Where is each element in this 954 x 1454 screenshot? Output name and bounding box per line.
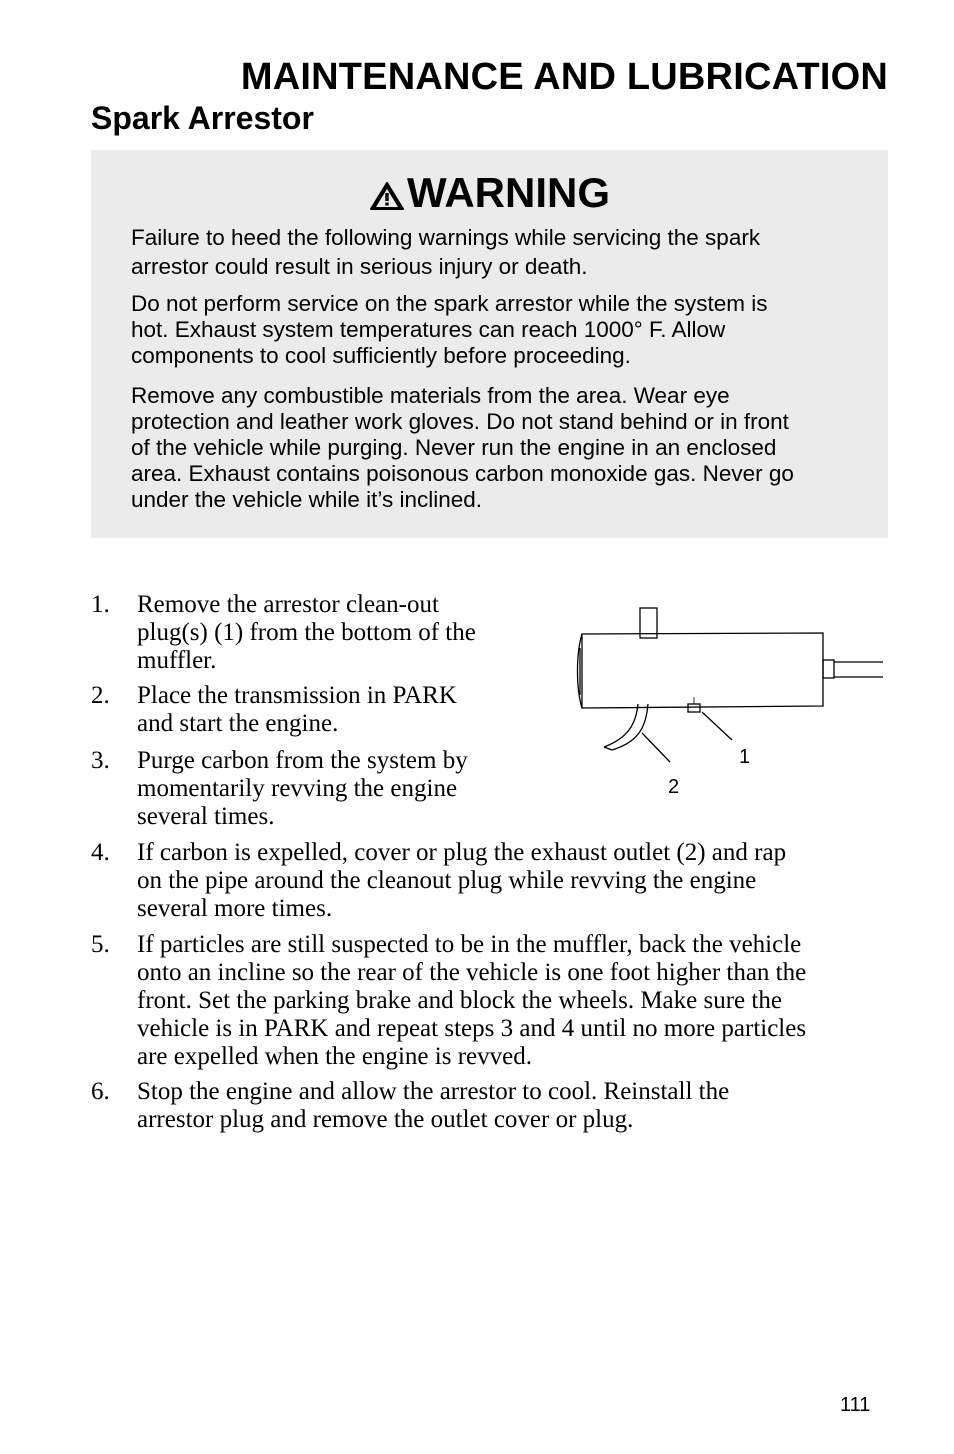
step-number: 5.: [91, 931, 110, 958]
callout-label-1: 1: [739, 746, 751, 768]
step-line: momentarily revving the engine: [137, 775, 458, 802]
warning-line: arrestor could result in serious injury or death.: [131, 254, 588, 279]
step-line: If carbon is expelled, cover or plug the exhaust outlet (2) and rap: [137, 839, 787, 866]
step-text: [137, 931, 907, 1071]
warning-line: under the vehicle while it’s inclined.: [131, 487, 483, 512]
step-text: [137, 591, 537, 675]
step-line: Place the transmission in PARK: [137, 682, 457, 709]
step-text: [137, 682, 537, 738]
step-line: vehicle is in PARK and repeat steps 3 and 4 until no more particles: [137, 1015, 807, 1042]
warning-line: Do not perform service on the spark arrestor while the system is: [131, 291, 768, 316]
callout-line-2: [642, 733, 670, 762]
muffler-outlet-pipe: [823, 660, 834, 678]
step-line: Purge carbon from the system by: [137, 747, 468, 774]
subsection-title: Spark Arrestor: [91, 100, 314, 136]
warning-box: [91, 150, 888, 538]
warning-line: components to cool sufficiently before proceeding.: [131, 343, 631, 368]
callout-line-1: [702, 712, 732, 740]
step-line: several more times.: [137, 895, 333, 922]
step-line: front. Set the parking brake and block the wheels. Make sure the: [137, 987, 782, 1014]
exhaust-outlet: [604, 704, 638, 747]
step-line: several times.: [137, 803, 275, 830]
step-text: [137, 747, 537, 831]
step-number: 1.: [91, 591, 110, 618]
warning-triangle-icon: [369, 181, 405, 211]
step-line: arrestor plug and remove the outlet cover or plug.: [137, 1106, 634, 1133]
step-line: plug(s) (1) from the bottom of the: [137, 619, 476, 646]
step-line: If particles are still suspected to be in the muffler, back the vehicle: [137, 931, 802, 958]
section-title: MAINTENANCE AND LUBRICATION: [240, 56, 888, 98]
cleanout-plug: [688, 704, 700, 712]
warning-paragraph: [131, 223, 888, 281]
muffler-body: [582, 633, 823, 708]
step-line: are expelled when the engine is revved.: [137, 1043, 532, 1070]
step-line: Stop the engine and allow the arrestor to cool. Reinstall the: [137, 1078, 730, 1105]
step-number: 2.: [91, 682, 110, 709]
step-line: and start the engine.: [137, 710, 339, 737]
step-line: on the pipe around the cleanout plug while revving the engine: [137, 867, 757, 894]
warning-paragraph: [131, 291, 888, 369]
warning-line: area. Exhaust contains poisonous carbon monoxide gas. Never go: [131, 461, 794, 486]
step-text: [137, 1078, 897, 1134]
warning-line: hot. Exhaust system temperatures can reach 1000° F. Allow: [131, 317, 726, 342]
step-line: Remove the arrestor clean-out: [137, 591, 439, 618]
warning-paragraph: [131, 383, 888, 513]
step-text: [137, 839, 897, 923]
step-number: 6.: [91, 1078, 110, 1105]
warning-line: of the vehicle while purging. Never run the engine in an enclosed: [131, 435, 777, 460]
page-number: 111: [840, 1394, 871, 1416]
step-number: 4.: [91, 839, 110, 866]
step-number: 3.: [91, 747, 110, 774]
step-line: onto an incline so the rear of the vehicle is one foot higher than the: [137, 959, 807, 986]
callout-label-2: 2: [668, 776, 680, 798]
warning-heading-text: WARNING: [407, 169, 610, 216]
warning-line: Remove any combustible materials from the area. Wear eye: [131, 383, 730, 408]
step-line: muffler.: [137, 647, 217, 674]
warning-line: Failure to heed the following warnings while servicing the spark: [131, 225, 761, 250]
muffler-diagram: [570, 600, 890, 810]
warning-heading: [91, 169, 888, 216]
warning-line: protection and leather work gloves. Do not stand behind or in front: [131, 409, 789, 434]
